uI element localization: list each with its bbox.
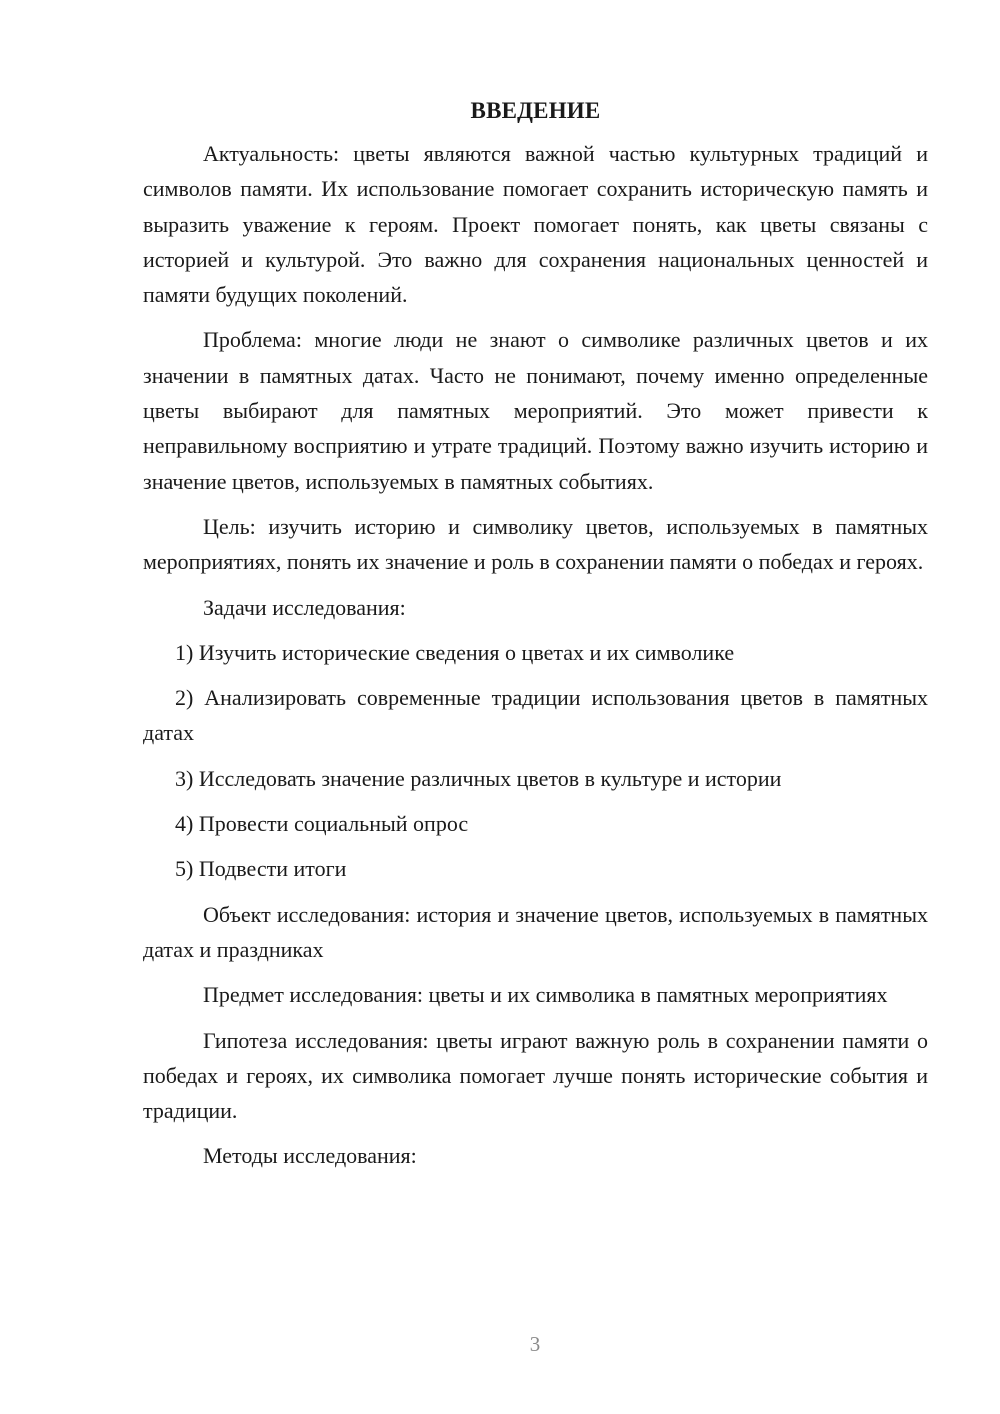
methods-heading: Методы исследования:: [203, 1143, 417, 1169]
task-item-2: 2) Анализировать современные традиции использования цветов в памятных датах: [143, 685, 928, 746]
relevance-paragraph: Актуальность: цветы являются важной частью культурных традиций и символов памяти. Их использование помогает сохранить историческую память и выразить уважение к героям. Проект помогает понять, как цветы связаны с историей и культурой. Это важно для сохранения национальных ценностей и памяти будущих поколений.: [143, 141, 928, 308]
subject-paragraph: Предмет исследования: цветы и их символика в памятных мероприятиях: [203, 982, 888, 1008]
task-item-5: 5) Подвести итоги: [175, 856, 347, 882]
hypothesis-paragraph: Гипотеза исследования: цветы играют важную роль в сохранении памяти о победах и героях, их символика помогает лучше понять исторические события и традиции.: [143, 1027, 928, 1124]
task-item-4: 4) Провести социальный опрос: [175, 811, 469, 837]
task-item-3: 3) Исследовать значение различных цветов в культуре и истории: [175, 765, 782, 791]
document-page: [143, 96, 928, 1184]
tasks-heading: Задачи исследования:: [203, 594, 406, 620]
goal-paragraph: Цель: изучить историю и символику цветов, используемых в памятных мероприятиях, понять их значение и роль в сохранении памяти о победах и героях.: [143, 513, 928, 575]
problem-paragraph: Проблема: многие люди не знают о символике различных цветов и их значении в памятных датах. Часто не понимают, почему именно определенные цветы выбирают для памятных мероприятий. Это может привести к неправильному восприятию и утрате традиций. Поэтому важно изучить историю и значение цветов, используемых в памятных событиях.: [143, 327, 928, 494]
object-paragraph: Объект исследования: история и значение цветов, используемых в памятных датах и праздниках: [143, 901, 928, 962]
task-item-1: 1) Изучить исторические сведения о цветах и их символике: [175, 639, 735, 665]
page-title: ВВЕДЕНИЕ: [470, 98, 601, 123]
page-number: 3: [529, 1332, 541, 1356]
